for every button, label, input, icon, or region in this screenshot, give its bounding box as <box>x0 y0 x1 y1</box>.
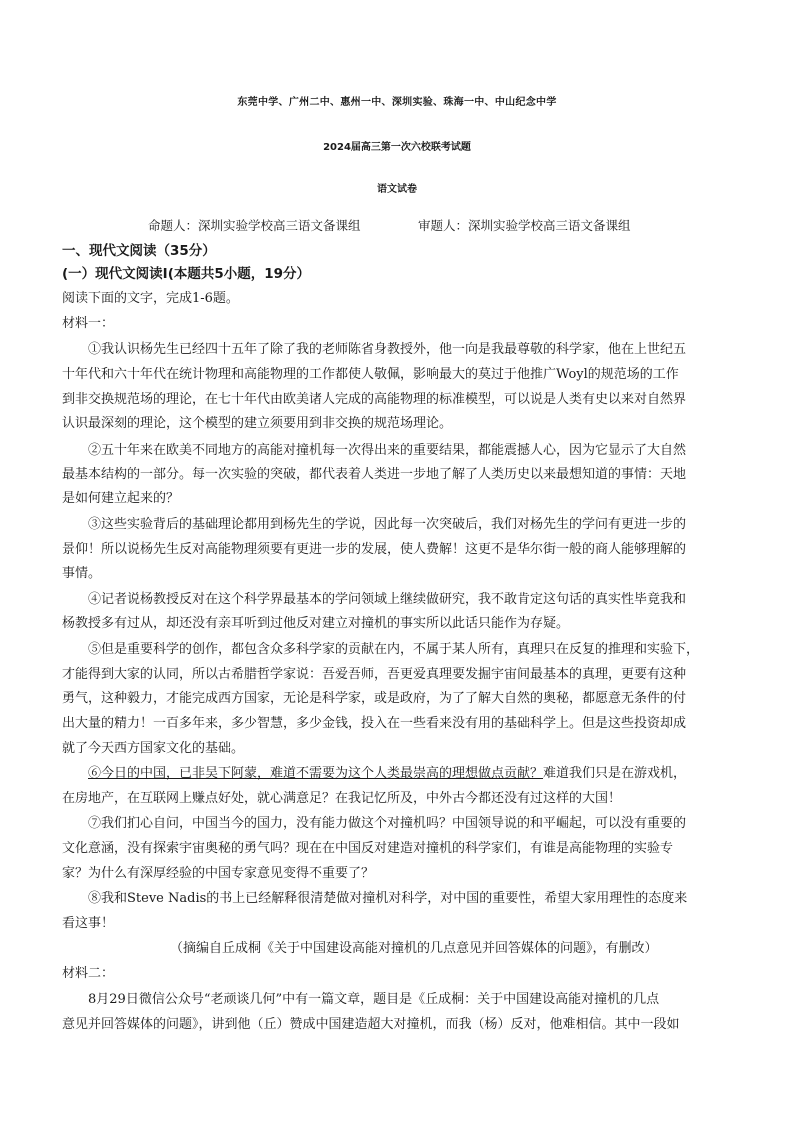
p5-line1: ⑤但是重要科学的创作，都包含众多科学家的贡献在内，不属于某人所有，真理只在反复的推理和实验下， <box>88 642 700 657</box>
p5-line4: 出大量的精力！一百多年来，多少智慧，多少金钱，投入在一些看来没有用的基础科学上。但是这些投资却成 <box>62 716 687 731</box>
setter-line: 命题人：深圳实验学校高三语文备课组 <box>148 218 361 233</box>
section-title: 一、现代文阅读（35分） <box>62 243 216 259</box>
p7-line3: 家？为什么有深厚经验的中国专家意见变得不重要了？ <box>62 866 375 881</box>
p2-line3: 是如何建立起来的？ <box>62 491 180 506</box>
section-subtitle: (一）现代文阅读Ⅰ(本题共5小题，19分） <box>62 266 311 282</box>
p1-line1: ①我认识杨先生已经四十五年了除了我的老师陈省身教授外，他一向是我最尊敬的科学家，他在上世纪五 <box>88 342 687 357</box>
p4-line2: 杨教授多有过从，却还没有亲耳听到过他反对建立对撞机的事实所以此话只能作为存疑。 <box>62 616 570 631</box>
p1-line4: 认识最深刻的理论，这个模型的建立须要用到非交换的规范场理论。 <box>62 416 453 431</box>
p8-line2: 看这事！ <box>62 916 115 931</box>
material1-label: 材料一： <box>62 316 115 331</box>
underlined-sentence: ⑥今日的中国，已非吴下阿蒙，难道不需要为这个人类最崇高的理想做点贡献？ <box>88 766 544 781</box>
p6-line1-rest: 难道我们只是在游戏机， <box>543 766 687 781</box>
p3-line2: 景仰！所以说杨先生反对高能物理须要有更进一步的发展，使人费解！这更不是华尔街一般的商人能够理解的 <box>62 542 687 557</box>
source-note: （摘编自丘成桐《关于中国建设高能对撞机的几点意见并回答媒体的问题》，有删改） <box>170 941 658 956</box>
m2-line1: 8月29日微信公众号“老顽谈几何”中有一篇文章，题目是《丘成桐：关于中国建设高能对撞机的几点 <box>88 992 660 1007</box>
p2-line2: 最基本结构的一部分。每一次实验的突破，都代表着人类进一步地了解了人类历史以来最想知道的事情：天地 <box>62 467 687 482</box>
p7-line2: 文化意涵，没有探索宇宙奥秘的勇气吗？现在在中国反对建造对撞机的科学家们，有谁是高能物理的实验专 <box>62 841 674 856</box>
reviewer-line: 审题人：深圳实验学校高三语文备课组 <box>418 218 631 233</box>
p2-line1: ②五十年来在欧美不同地方的高能对撞机每一次得出来的重要结果，都能震撼人心，因为它显示了大自然 <box>88 443 687 458</box>
p5-line3: 勇气，这种毅力，才能完成西方国家，无论是科学家，或是政府，为了了解大自然的奥秘，都愿意无条件的付 <box>62 691 687 706</box>
p1-line3: 到非交换规范场的理论，在七十年代由欧美诸人完成的高能物理的标准模型，可以说是人类有史以来对自然界 <box>62 392 687 407</box>
p4-line1: ④记者说杨教授反对在这个科学界最基本的学问领域上继续做研究，我不敢肯定这句话的真实性毕竟我和 <box>88 592 687 607</box>
instruction: 阅读下面的文字，完成1-6题。 <box>62 291 239 306</box>
p5-line5: 就了今天西方国家文化的基础。 <box>62 741 245 756</box>
p5-line2: 才能得到大家的认同，所以古希腊哲学家说：吾爱吾师，吾更爱真理要发掘宇宙间最基本的真理，更要有这种 <box>62 667 687 682</box>
p6-line1 <box>88 766 686 782</box>
p8-line1: ⑧我和Steve Nadis的书上已经解释很清楚做对撞机对科学，对中国的重要性，希望大家用理性的态度来 <box>88 891 688 906</box>
p3-line1: ③这些实验背后的基础理论都用到杨先生的学说，因此每一次突破后，我们对杨先生的学问有更进一步的 <box>88 517 687 532</box>
exam-title: 2024届高三第一次六校联考试题 <box>323 142 471 153</box>
p1-line2: 十年代和六十年代在统计物理和高能物理的工作都使人敬佩，影响最大的莫过于他推广Woyl的规范场的工作 <box>62 367 679 382</box>
subject-title: 语文试卷 <box>377 184 417 195</box>
p6-line2: 在房地产，在互联网上赚点好处，就心满意足？在我记忆所及，中外古今都还没有过这样的大国！ <box>62 791 622 806</box>
p3-line3: 事情。 <box>62 566 102 581</box>
schools-title: 东莞中学、广州二中、惠州一中、深圳实验、珠海一中、中山纪念中学 <box>237 97 557 108</box>
m2-line2: 意见并回答媒体的问题》，讲到他（丘）赞成中国建造超大对撞机，而我（杨）反对，他难相信。其中一段如 <box>62 1017 680 1032</box>
material2-label: 材料二： <box>62 966 115 981</box>
p7-line1: ⑦我们扪心自问，中国当今的国力，没有能力做这个对撞机吗？中国领导说的和平崛起，可以没有重要的 <box>88 816 687 831</box>
